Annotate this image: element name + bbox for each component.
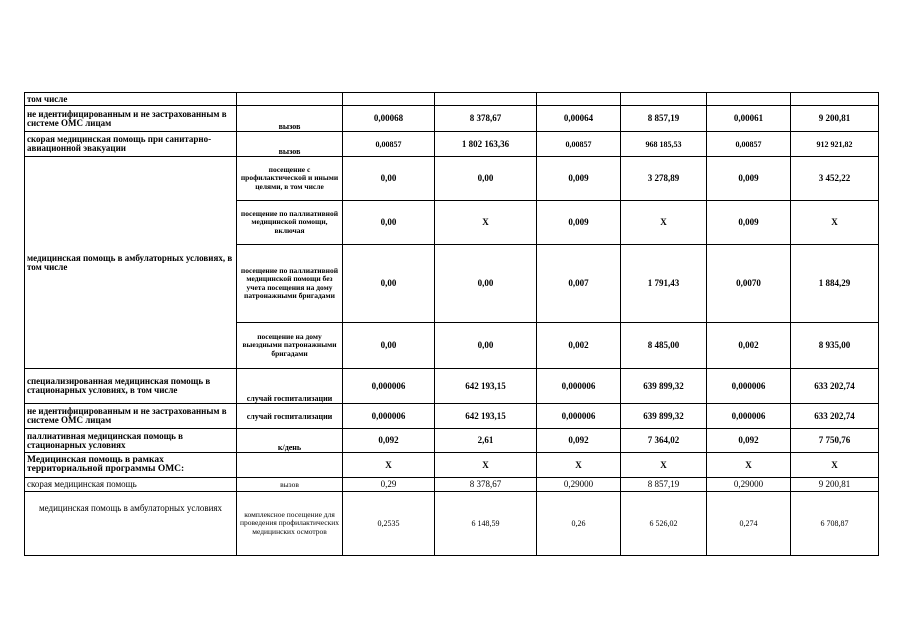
value-cell: 0,007 — [537, 245, 621, 323]
row-label: не идентифицированным и не застрахованным в системе ОМС лицам — [25, 106, 237, 132]
value-cell: 0,002 — [537, 323, 621, 369]
value-cell: 3 452,22 — [791, 157, 879, 201]
row-label: специализированная медицинская помощь в стационарных условиях, в том числе — [25, 369, 237, 404]
value-cell: 639 899,32 — [621, 404, 707, 429]
value-cell: 0,009 — [707, 201, 791, 245]
value-cell: 912 921,82 — [791, 132, 879, 157]
value-cell: 0,00 — [435, 157, 537, 201]
value-cell: 968 185,53 — [621, 132, 707, 157]
value-cell: 0,092 — [343, 429, 435, 453]
value-cell: 0,009 — [537, 201, 621, 245]
row-label: медицинская помощь в амбулаторных условиях, в том числе — [25, 157, 237, 369]
value-cell: 0,092 — [537, 429, 621, 453]
unit-cell: вызов — [237, 106, 343, 132]
row-label: паллиативная медицинская помощь в стационарных условиях — [25, 429, 237, 453]
row-label: медицинская помощь в амбулаторных условиях — [25, 492, 237, 556]
value-cell: 0,00 — [435, 323, 537, 369]
value-cell: X — [707, 453, 791, 478]
value-cell: 8 857,19 — [621, 478, 707, 492]
value-cell: 8 935,00 — [791, 323, 879, 369]
value-cell: X — [791, 453, 879, 478]
value-cell: 633 202,74 — [791, 369, 879, 404]
value-cell: 0,000006 — [343, 369, 435, 404]
table-row — [25, 93, 879, 106]
table-row — [25, 106, 879, 132]
value-cell: 0,092 — [707, 429, 791, 453]
unit-cell: посещение по паллиативной медицинской помощи без учета посещения на дому патронажными бригадами — [237, 245, 343, 323]
value-cell: 8 378,67 — [435, 106, 537, 132]
table-row — [25, 429, 879, 453]
value-cell: 633 202,74 — [791, 404, 879, 429]
value-cell: 0,00 — [435, 245, 537, 323]
value-cell: X — [621, 201, 707, 245]
value-cell: 0,00068 — [343, 106, 435, 132]
value-cell: 8 485,00 — [621, 323, 707, 369]
value-cell: X — [537, 453, 621, 478]
value-cell: 9 200,81 — [791, 106, 879, 132]
value-cell: 0,009 — [707, 157, 791, 201]
unit-cell: посещение с профилактической и иными целями, в том числе — [237, 157, 343, 201]
value-cell: 0,00064 — [537, 106, 621, 132]
table-row — [25, 404, 879, 429]
value-cell: 0,000006 — [537, 369, 621, 404]
unit-cell: вызов — [237, 132, 343, 157]
unit-cell: случай госпитализации — [237, 369, 343, 404]
value-cell: 0,00061 — [707, 106, 791, 132]
unit-cell: посещение на дому выездными патронажными бригадами — [237, 323, 343, 369]
value-cell: 0,0070 — [707, 245, 791, 323]
value-cell: 0,000006 — [343, 404, 435, 429]
value-cell: 8 378,67 — [435, 478, 537, 492]
value-cell: 0,00 — [343, 201, 435, 245]
value-cell: 7 364,02 — [621, 429, 707, 453]
value-cell: 1 791,43 — [621, 245, 707, 323]
value-cell: 8 857,19 — [621, 106, 707, 132]
value-cell: X — [791, 201, 879, 245]
value-cell: 0,274 — [707, 492, 791, 556]
table-row — [25, 492, 879, 556]
value-cell: 9 200,81 — [791, 478, 879, 492]
value-cell: 0,009 — [537, 157, 621, 201]
value-cell: 6 708,87 — [791, 492, 879, 556]
value-cell: 2,61 — [435, 429, 537, 453]
value-cell: 0,000006 — [707, 404, 791, 429]
row-label: Медицинская помощь в рамках территориальной программы ОМС: — [25, 453, 237, 478]
unit-cell: к/день — [237, 429, 343, 453]
data-table — [24, 92, 879, 556]
value-cell: X — [343, 453, 435, 478]
value-cell: 0,00 — [343, 157, 435, 201]
value-cell: 0,002 — [707, 323, 791, 369]
value-cell: 0,000006 — [707, 369, 791, 404]
value-cell: 6 148,59 — [435, 492, 537, 556]
row-label: скорая медицинская помощь — [25, 478, 237, 492]
value-cell: 0,29000 — [537, 478, 621, 492]
table-row — [25, 478, 879, 492]
table-row — [25, 453, 879, 478]
value-cell: 0,29000 — [707, 478, 791, 492]
value-cell: 0,00 — [343, 323, 435, 369]
value-cell: 0,26 — [537, 492, 621, 556]
row-label: скорая медицинская помощь при санитарно-авиационной эвакуации — [25, 132, 237, 157]
table-row — [25, 132, 879, 157]
table-row — [25, 369, 879, 404]
value-cell: 642 193,15 — [435, 369, 537, 404]
value-cell: 1 884,29 — [791, 245, 879, 323]
value-cell: 0,00857 — [707, 132, 791, 157]
row-label: не идентифицированным и не застрахованным в системе ОМС лицам — [25, 404, 237, 429]
value-cell: 642 193,15 — [435, 404, 537, 429]
unit-cell: случай госпитализации — [237, 404, 343, 429]
unit-cell: комплексное посещение для проведения профилактических медицинских осмотров — [237, 492, 343, 556]
unit-cell: посещение по паллиативной медицинской помощи, включая — [237, 201, 343, 245]
value-cell: X — [435, 453, 537, 478]
value-cell: 0,29 — [343, 478, 435, 492]
value-cell: 0,00 — [343, 245, 435, 323]
value-cell: X — [621, 453, 707, 478]
value-cell: 0,2535 — [343, 492, 435, 556]
value-cell: 639 899,32 — [621, 369, 707, 404]
value-cell: 3 278,89 — [621, 157, 707, 201]
value-cell: 0,000006 — [537, 404, 621, 429]
value-cell: X — [435, 201, 537, 245]
unit-cell: вызов — [237, 478, 343, 492]
table-row — [25, 157, 879, 201]
value-cell: 0,00857 — [537, 132, 621, 157]
value-cell: 1 802 163,36 — [435, 132, 537, 157]
row-label: том числе — [25, 93, 237, 106]
value-cell: 0,00857 — [343, 132, 435, 157]
unit-cell — [237, 453, 343, 478]
value-cell: 6 526,02 — [621, 492, 707, 556]
value-cell: 7 750,76 — [791, 429, 879, 453]
